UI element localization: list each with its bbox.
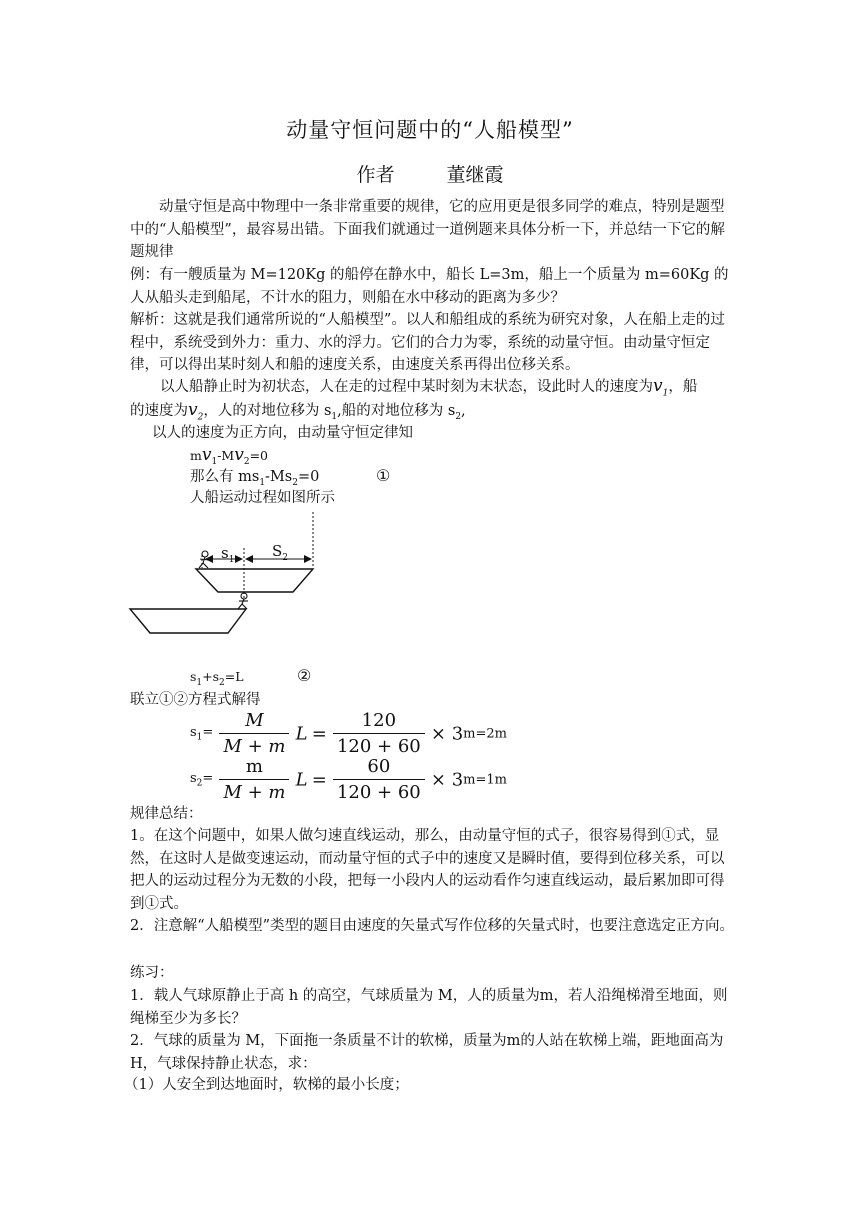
practice-question-2: 2．气球的质量为 M，下面拖一条质量不计的软梯，质量为m的人站在软梯上端，距地面高为 H，气球保持静止状态，求：: [130, 1033, 724, 1072]
figure-caption: 人船运动过程如图所示: [190, 490, 335, 506]
direction-line: 以人的速度为正方向，由动量守恒定律知: [152, 425, 413, 441]
rule-1: 1。在这个问题中，如果人做匀速直线运动，那么，由动量守恒的式子，很容易得到①式，显然，在这时人是做变速运动，而动量守恒的式子中的速度又是瞬时值，要得到位移关系，可以把人的运动过程分为无数的小段，把每一小段内人的运动看作匀速直线运动，最后累加即可得到①式。: [130, 828, 725, 912]
momentum-equation: $mv_1-Mv_2=0$: [190, 445, 269, 467]
rule-2: 2．注意解“人船模型”类型的题目由速度的矢量式写作位移的矢量式时，也要注意选定正方向。: [130, 918, 735, 934]
state-line-1: 以人船静止时为初状态，人在走的过程中某时刻为末状态，设此时人的速度为$v_1$，船: [160, 376, 698, 399]
analysis-paragraph: 解析：这就是我们通常所说的“人船模型”。以人和船组成的系统为研究对象，人在船上走的过程中，系统受到外力：重力、水的浮力。它们的合力为零，系统的动量守恒。由动量守恒定律，可以得出某时刻人和船的速度关系，由速度关系再得出位移关系。: [130, 312, 725, 373]
v1-symbol: $v_1$: [653, 376, 669, 399]
diagram-label-s2: $S_2$: [272, 542, 289, 563]
length-equation: $s_1+s_2=L$: [190, 669, 244, 688]
intro-paragraph: 动量守恒是高中物理中一条非常重要的规律，它的应用更是很多同学的难点，特别是题型中的“人船模型”，最容易出错。下面我们就通过一道例题来具体分析一下，并总结一下它的解题规律: [130, 199, 725, 260]
person-figure-upper: [199, 551, 209, 568]
equation-mark-1: ①: [376, 466, 391, 485]
person-figure-lower: [238, 593, 248, 609]
practice-question-1: 1．载人气球原静止于高 h 的高空，气球质量为 M，人的质量为m，若人沿绳梯滑至地面，则绳梯至少为多长？: [130, 988, 728, 1027]
boat-final: [196, 569, 313, 592]
diagram-label-s1: $s_1$: [221, 544, 235, 565]
example-paragraph: 例：有一艘质量为 M=120Kg 的船停在静水中，船长 L=3m，船上一个质量为 m=60Kg 的人从船头走到船尾，不计水的阻力，则船在水中移动的距离为多少？: [130, 267, 729, 306]
practice-title: 练习：: [130, 965, 174, 981]
author-name: 董继霞: [446, 164, 504, 186]
displacement-equation: 那么有 $ms_1-Ms_2=0$: [190, 469, 320, 488]
practice-question-2-part-1: （1）人安全到达地面时，软梯的最小长度；: [124, 1077, 409, 1093]
state-line-2: 的速度为$v_2$，人的对地位移为 $s_1$,船的对地位移为 $s_2$,: [130, 400, 466, 423]
solution-s1: $s_1=$ $\frac{M}{M + m}$ L = $\frac{120}{120 + 60}$ × 3m=2m: [190, 710, 507, 757]
summary-title: 规律总结：: [130, 806, 203, 822]
page-title: 动量守恒问题中的“人船模型”: [286, 118, 574, 142]
combine-line: 联立①②方程式解得: [130, 692, 261, 708]
solution-s2: $s_2=$ $\frac{m}{M + m}$ L = $\frac{60}{120 + 60}$ × 3m=1m: [190, 756, 507, 803]
equation-mark-2: ②: [297, 666, 312, 685]
v2-symbol: $v_2$: [188, 400, 204, 423]
boat-initial: [130, 609, 246, 633]
author-label: 作者: [356, 164, 395, 186]
